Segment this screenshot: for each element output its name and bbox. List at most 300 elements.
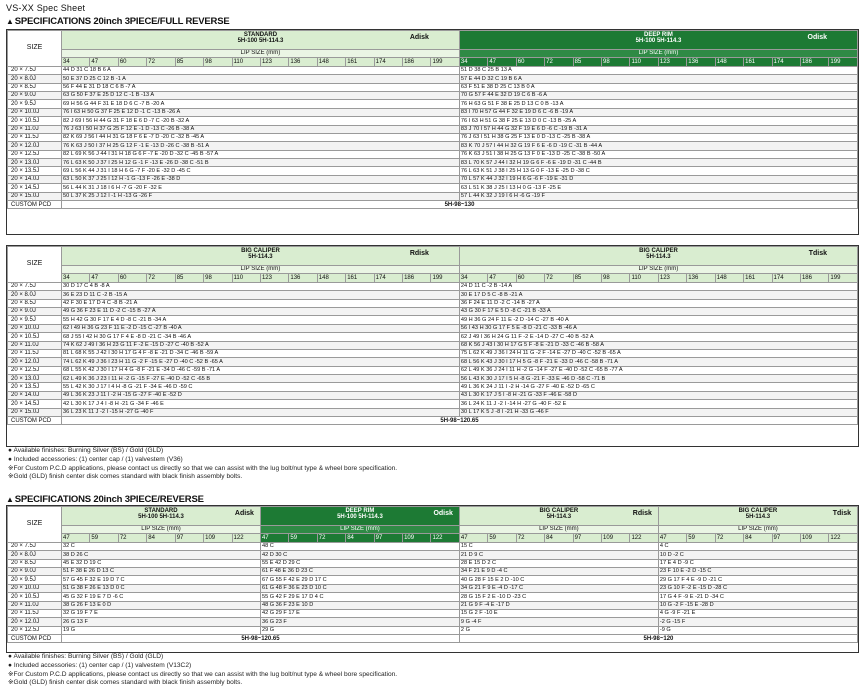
group-banner: [459, 247, 857, 266]
lip-size-value: 174: [374, 274, 402, 282]
lip-size-value: 123: [658, 274, 686, 282]
wheel-size: 20 × 14.0J: [8, 391, 62, 399]
wheel-size: 20 × 8.5J: [8, 299, 62, 307]
table-row: [8, 391, 858, 399]
note-custom-pcd: ※For Custom P.C.D applications, please contact us directly so that we can assist with the lug bolt/nut type & wheel bore specification.: [8, 464, 398, 472]
offset-values-right: 62 J 49 I 36 H 24 G 11 F -2 E -14 D -27 C -40 B -52 A: [459, 333, 857, 341]
offset-values-right: 30 L 17 K 5 J -8 I -21 H -33 G -46 F: [459, 408, 857, 416]
lip-size-value: 136: [289, 58, 317, 66]
wheel-size: 20 × 9.0J: [8, 307, 62, 315]
lip-size-value: 199: [431, 58, 459, 66]
lip-size-value: 98: [204, 58, 232, 66]
wheel-size: 20 × 9.5J: [8, 576, 62, 584]
lip-size-value: 72: [118, 534, 146, 542]
offset-values: 26 G 13 F: [62, 618, 261, 626]
triangle-icon: ▲: [6, 495, 14, 504]
lip-size-value: 72: [545, 274, 573, 282]
wheel-size: 20 × 10.0J: [8, 584, 62, 592]
offset-values-right: 76 H 63 G 51 F 38 E 25 D 13 C 0 B -13 A: [459, 100, 857, 108]
custom-pcd-row: [8, 417, 858, 425]
lip-size-value: 85: [175, 274, 203, 282]
lip-size-value: 109: [204, 534, 232, 542]
lip-size-value: 34: [459, 274, 487, 282]
wheel-size: 20 × 9.5J: [8, 316, 62, 324]
lip-size-value: 122: [829, 534, 858, 542]
lip-size-label: LIP SIZE (mm): [459, 526, 658, 534]
table-row: [8, 567, 858, 575]
disk-brand: Tdisk: [808, 250, 827, 257]
group-title: BIG CALIPER: [539, 508, 579, 514]
offset-values-left: 74 L 62 K 49 J 36 I 23 H 11 G -2 F -15 E -27 D -40 C -52 B -65 A: [62, 358, 460, 366]
lip-size-value: 110: [630, 58, 658, 66]
lip-size-value: 186: [800, 274, 828, 282]
offset-values-right: 83 K 70 J 57 I 44 H 32 G 19 F 6 E -6 D -19 C -31 B -44 A: [459, 142, 857, 150]
offset-values-right: 76 K 63 J 51 I 38 H 25 G 13 F 0 E -13 D -25 C -38 B -50 A: [459, 150, 857, 158]
lip-size-value: 148: [317, 274, 345, 282]
offset-values-right: 83 J 70 I 57 H 44 G 32 F 19 E 6 D -6 C -19 B -31 A: [459, 125, 857, 133]
lip-size-value: 123: [260, 58, 288, 66]
offset-values: 2 G: [459, 626, 658, 634]
offset-values: 4 G -9 F -21 E: [658, 609, 857, 617]
offset-values: 51 G 38 F 26 E 13 D 0 C: [62, 584, 261, 592]
offset-values-left: 55 H 42 G 30 F 17 E 4 D -8 C -21 B -34 A: [62, 316, 460, 324]
offset-values: 42 G 29 F 17 E: [260, 609, 459, 617]
table-row: [8, 375, 858, 383]
offset-values-right: 56 I 43 H 30 G 17 F 5 E -8 D -21 C -33 B -46 A: [459, 324, 857, 332]
group-banner: [62, 247, 460, 266]
lip-size-value: 98: [602, 58, 630, 66]
offset-values-left: 49 L 36 K 23 J 11 I -2 H -15 G -27 F -40 E -52 D: [62, 391, 460, 399]
offset-values: 15 C: [459, 542, 658, 550]
group-banner: [62, 507, 261, 526]
group-pcd: 5H-100 5H-114.3: [635, 38, 682, 45]
lip-size-value: 34: [459, 58, 487, 66]
group-pcd: 5H-114.3: [646, 254, 671, 261]
lip-size-value: 59: [488, 534, 516, 542]
table-row: [8, 324, 858, 332]
group-pcd: 5H-114.3: [248, 254, 273, 261]
table-row: [8, 291, 858, 299]
offset-values: 45 E 32 D 19 C: [62, 559, 261, 567]
offset-values-left: 68 J 55 I 42 H 30 G 17 F 4 E -8 D -21 C -34 B -46 A: [62, 333, 460, 341]
wheel-size: 20 × 11.5J: [8, 349, 62, 357]
offset-values: 45 G 32 F 19 E 7 D -6 C: [62, 593, 261, 601]
custom-pcd-label: CUSTOM PCD: [8, 635, 62, 643]
triangle-icon: ▲: [6, 17, 14, 26]
wheel-size: 20 × 10.0J: [8, 324, 62, 332]
wheel-size: 20 × 12.0J: [8, 142, 62, 150]
offset-values: 38 G 26 F 13 E 0 D: [62, 601, 261, 609]
wheel-size: 20 × 14.0J: [8, 175, 62, 183]
spec-table-big-caliper: [6, 245, 859, 447]
group-title: DEEP RIM: [644, 32, 673, 38]
table-row: [8, 366, 858, 374]
wheel-size: 20 × 10.5J: [8, 117, 62, 125]
offset-values: 55 G 42 F 29 E 17 D 4 C: [260, 593, 459, 601]
disk-brand: Odisk: [433, 510, 453, 517]
lip-size-value: 110: [232, 274, 260, 282]
lip-size-value: 122: [431, 534, 459, 542]
group-name: [62, 32, 459, 45]
offset-values-left: 49 G 36 F 23 E 11 D -2 C -15 B -27 A: [62, 307, 460, 315]
offset-values-right: 24 D 11 C -2 B -14 A: [459, 282, 857, 290]
lip-size-value: 85: [175, 58, 203, 66]
wheel-size: 20 × 8.0J: [8, 551, 62, 559]
offset-values-left: 76 L 63 K 50 J 37 I 25 H 12 G -1 F -13 E -26 D -38 C -51 B: [62, 159, 460, 167]
table-row: [8, 175, 858, 183]
offset-values-left: 69 H 56 G 44 F 31 E 18 D 6 C -7 B -20 A: [62, 100, 460, 108]
offset-values-left: 76 K 63 J 50 I 37 H 25 G 12 F -1 E -13 D -26 C -38 B -51 A: [62, 142, 460, 150]
note-accessories: ● Included accessories: (1) center cap / (1) valvestem (V36): [8, 455, 183, 463]
offset-values: 36 G 23 F: [260, 618, 459, 626]
offset-values: -9 G: [658, 626, 857, 634]
wheel-size: 20 × 10.0J: [8, 108, 62, 116]
spec-grid: [7, 246, 858, 425]
wheel-size: 20 × 8.0J: [8, 291, 62, 299]
table-row: [8, 133, 858, 141]
group-title: BIG CALIPER: [738, 508, 778, 514]
table-row: [8, 349, 858, 357]
lip-size-value: 199: [829, 58, 858, 66]
lip-size-label: LIP SIZE (mm): [658, 526, 857, 534]
section-title-text: SPECIFICATIONS 20inch 3PIECE/FULL REVERSE: [14, 16, 230, 27]
notes-section-1: [8, 447, 397, 482]
table-row: [8, 167, 858, 175]
wheel-size: 20 × 13.0J: [8, 159, 62, 167]
offset-values: 17 E 4 D -9 C: [658, 559, 857, 567]
lip-size-value: 110: [232, 58, 260, 66]
lip-size-value: 109: [800, 534, 828, 542]
offset-values: 17 G 4 F -9 E -21 D -34 C: [658, 593, 857, 601]
wheel-size: 20 × 9.0J: [8, 91, 62, 99]
lip-size-label: LIP SIZE (mm): [62, 526, 261, 534]
lip-size-value: 47: [90, 274, 118, 282]
offset-values: 48 C: [260, 542, 459, 550]
lip-size-value: 72: [147, 274, 175, 282]
table-row: [8, 559, 858, 567]
offset-values-right: 70 L 57 K 44 J 32 I 19 H 6 G -6 F -19 E -31 D: [459, 175, 857, 183]
offset-values-right: 76 L 63 K 51 J 38 I 25 H 13 G 0 F -13 E -25 D -38 C: [459, 167, 857, 175]
disk-brand: Odisk: [807, 34, 827, 41]
lip-size-value: 174: [772, 274, 800, 282]
offset-values: 28 G 15 F 2 E -10 D -23 C: [459, 593, 658, 601]
offset-values-left: 42 F 30 E 17 D 4 C -8 B -21 A: [62, 299, 460, 307]
table-row: [8, 91, 858, 99]
offset-values: 19 G: [62, 626, 261, 634]
offset-values-left: 82 J 69 I 56 H 44 G 31 F 18 E 6 D -7 C -20 B -32 A: [62, 117, 460, 125]
wheel-size: 20 × 13.5J: [8, 167, 62, 175]
custom-pcd-label: CUSTOM PCD: [8, 417, 62, 425]
wheel-size: 20 × 14.5J: [8, 400, 62, 408]
offset-values: 40 G 28 F 15 E 2 D -10 C: [459, 576, 658, 584]
offset-values-left: 36 E 23 D 11 C -2 B -15 A: [62, 291, 460, 299]
offset-values-left: 63 G 50 F 37 E 25 D 12 C -1 B -13 A: [62, 91, 460, 99]
spec-grid: [7, 506, 858, 643]
section-title-full-reverse: [6, 16, 229, 27]
offset-values-right: 43 L 30 K 17 J 5 I -8 H -21 G -33 F -46 E -58 D: [459, 391, 857, 399]
lip-size-label: LIP SIZE (mm): [459, 266, 857, 274]
lip-size-value: 199: [829, 274, 858, 282]
lip-size-value: 174: [374, 58, 402, 66]
offset-values-right: 56 L 43 K 30 J 17 I 5 H -8 G -21 F -33 E -46 D -58 C -71 B: [459, 375, 857, 383]
lip-size-value: 72: [715, 534, 743, 542]
wheel-size: 20 × 11.0J: [8, 341, 62, 349]
lip-size-value: 123: [658, 58, 686, 66]
table-row: [8, 159, 858, 167]
offset-values-left: 50 L 37 K 25 J 12 I -1 H -13 G -26 F: [62, 192, 460, 200]
lip-size-value: 110: [630, 274, 658, 282]
offset-values-left: 36 L 23 K 11 J -2 I -15 H -27 G -40 F: [62, 408, 460, 416]
lip-size-value: 84: [147, 534, 175, 542]
lip-size-value: 47: [488, 58, 516, 66]
offset-values-left: 30 D 17 C 4 B -8 A: [62, 282, 460, 290]
offset-values: 29 G 17 F 4 E -9 D -21 C: [658, 576, 857, 584]
table-row: [8, 593, 858, 601]
table-row: [8, 551, 858, 559]
offset-values-right: 43 G 30 F 17 E 5 D -8 C -21 B -33 A: [459, 307, 857, 315]
lip-size-label: LIP SIZE (mm): [459, 50, 857, 58]
wheel-size: 20 × 8.5J: [8, 559, 62, 567]
offset-values: 32 C: [62, 542, 261, 550]
lip-size-value: 148: [317, 58, 345, 66]
offset-values: 61 G 48 F 36 E 23 D 10 C: [260, 584, 459, 592]
lip-size-value: 122: [232, 534, 260, 542]
wheel-size: 20 × 7.5J: [8, 542, 62, 550]
offset-values-left: 44 D 31 C 18 B 6 A: [62, 66, 460, 74]
lip-size-value: 59: [289, 534, 317, 542]
note-custom-pcd: ※For Custom P.C.D applications, please contact us directly so that we can assist with the lug bolt/nut type & wheel bore specification.: [8, 670, 398, 678]
offset-values-right: 62 L 49 K 36 J 24 I 11 H -2 G -14 F -27 E -40 D -52 C -65 B -77 A: [459, 366, 857, 374]
offset-values-left: 50 E 37 D 25 C 12 B -1 A: [62, 75, 460, 83]
lip-size-value: 72: [516, 534, 544, 542]
section-title-text: SPECIFICATIONS 20inch 3PIECE/REVERSE: [14, 494, 204, 505]
wheel-size: 20 × 12.5J: [8, 150, 62, 158]
table-row: [8, 408, 858, 416]
table-row: [8, 125, 858, 133]
lip-size-value: 97: [374, 534, 402, 542]
offset-values: 10 G -2 F -15 E -28 D: [658, 601, 857, 609]
offset-values-left: 68 L 55 K 42 J 30 I 17 H 4 G -8 F -21 E -34 D -46 C -59 B -71 A: [62, 366, 460, 374]
offset-values: 9 G -4 F: [459, 618, 658, 626]
offset-values-left: 74 K 62 J 49 I 36 H 23 G 11 F -2 E -15 D -27 C -40 B -52 A: [62, 341, 460, 349]
group-banner: [62, 31, 460, 50]
disk-brand: Tdisk: [832, 510, 851, 517]
offset-values-left: 81 L 68 K 55 J 42 I 30 H 17 G 4 F -8 E -21 D -34 C -46 B -59 A: [62, 349, 460, 357]
offset-values-right: 76 J 63 I 51 H 38 G 25 F 13 E 0 D -13 C -25 B -38 A: [459, 133, 857, 141]
wheel-size: 20 × 11.5J: [8, 133, 62, 141]
wheel-size: 20 × 15.0J: [8, 408, 62, 416]
lip-size-value: 84: [545, 534, 573, 542]
wheel-size: 20 × 7.5J: [8, 282, 62, 290]
group-banner: [260, 507, 459, 526]
spec-table-standard-deep: [6, 29, 859, 235]
custom-pcd-value: 5H-98~130: [62, 201, 858, 209]
wheel-size: 20 × 8.0J: [8, 75, 62, 83]
lip-size-value: 122: [630, 534, 658, 542]
table-row: [8, 108, 858, 116]
lip-size-value: 136: [687, 58, 715, 66]
offset-values: 51 F 38 E 26 D 13 C: [62, 567, 261, 575]
table-row: [8, 358, 858, 366]
lip-size-value: 98: [204, 274, 232, 282]
custom-pcd-row: [8, 635, 858, 643]
table-row: [8, 75, 858, 83]
offset-values: 48 G 36 F 23 E 10 D: [260, 601, 459, 609]
lip-size-value: 161: [744, 58, 772, 66]
document-title: VS-XX Spec Sheet: [6, 3, 86, 13]
lip-size-value: 199: [431, 274, 459, 282]
table-row: [8, 117, 858, 125]
offset-values-right: 51 D 38 C 25 B 13 A: [459, 66, 857, 74]
group-banner: [459, 507, 658, 526]
note-accessories: ● Included accessories: (1) center cap / (1) valvestem (V13C2): [8, 661, 192, 669]
disk-brand: Adisk: [409, 34, 429, 41]
group-title: BIG CALIPER: [639, 248, 678, 254]
table-row: [8, 601, 858, 609]
offset-values: 32 G 19 F 7 E: [62, 609, 261, 617]
offset-values-left: 63 L 50 K 37 J 25 I 12 H -1 G -13 F -26 E -38 D: [62, 175, 460, 183]
lip-size-value: 148: [715, 274, 743, 282]
table-row: [8, 100, 858, 108]
offset-values-right: 57 E 44 D 32 C 19 B 6 A: [459, 75, 857, 83]
offset-values-right: 63 L 51 K 38 J 25 I 13 H 0 G -13 F -25 E: [459, 184, 857, 192]
notes-section-2: [8, 653, 397, 688]
offset-values: 61 F 48 E 36 D 23 C: [260, 567, 459, 575]
lip-size-value: 72: [545, 58, 573, 66]
group-banner: [658, 507, 857, 526]
lip-size-value: 186: [403, 58, 431, 66]
offset-values: 4 C: [658, 542, 857, 550]
custom-pcd-value: 5H-98~120.65: [62, 635, 460, 643]
table-row: [8, 400, 858, 408]
lip-size-value: 97: [573, 534, 601, 542]
lip-size-value: 148: [715, 58, 743, 66]
table-row: [8, 576, 858, 584]
wheel-size: 20 × 11.5J: [8, 609, 62, 617]
offset-values: 10 D -2 C: [658, 551, 857, 559]
wheel-size: 20 × 12.0J: [8, 358, 62, 366]
lip-size-value: 60: [118, 58, 146, 66]
size-header: SIZE: [8, 31, 62, 67]
table-row: [8, 333, 858, 341]
wheel-size: 20 × 10.5J: [8, 333, 62, 341]
wheel-size: 20 × 9.5J: [8, 100, 62, 108]
lip-size-value: 85: [573, 58, 601, 66]
lip-size-value: 97: [175, 534, 203, 542]
disk-brand: Adisk: [234, 510, 254, 517]
lip-size-value: 72: [147, 58, 175, 66]
wheel-size: 20 × 11.0J: [8, 125, 62, 133]
offset-values-left: 82 K 69 J 56 I 44 H 31 G 18 F 6 E -7 D -20 C -32 B -45 A: [62, 133, 460, 141]
lip-size-value: 47: [488, 274, 516, 282]
lip-size-value: 97: [772, 534, 800, 542]
offset-values: 23 F 10 E -2 D -15 C: [658, 567, 857, 575]
offset-values: 57 G 45 F 32 E 19 D 7 C: [62, 576, 261, 584]
group-name: [62, 248, 459, 261]
lip-size-value: 123: [260, 274, 288, 282]
lip-size-value: 84: [346, 534, 374, 542]
table-row: [8, 150, 858, 158]
wheel-size: 20 × 11.0J: [8, 601, 62, 609]
offset-values-right: 75 L 62 K 49 J 36 I 24 H 11 G -2 F -14 E -27 D -40 C -52 B -65 A: [459, 349, 857, 357]
custom-pcd-value: 5H-98~120.65: [62, 417, 858, 425]
group-pcd: 5H-114.3: [546, 514, 572, 521]
lip-size-value: 161: [346, 274, 374, 282]
wheel-size: 20 × 8.5J: [8, 83, 62, 91]
table-row: [8, 383, 858, 391]
offset-values-right: 36 L 24 K 11 J -2 I -14 H -27 G -40 F -52 E: [459, 400, 857, 408]
offset-values: 28 E 15 D 2 C: [459, 559, 658, 567]
size-header: SIZE: [8, 507, 62, 543]
offset-values-left: 82 L 69 K 56 J 44 I 31 H 18 G 6 F -7 E -20 D -32 C -45 B -57 A: [62, 150, 460, 158]
lip-size-value: 174: [772, 58, 800, 66]
offset-values-right: 36 F 24 E 11 D -2 C -14 B -27 A: [459, 299, 857, 307]
note-finishes: ● Available finishes: Burning Silver (BS) / Gold (GLD): [8, 653, 164, 660]
lip-size-value: 47: [658, 534, 686, 542]
lip-size-value: 84: [744, 534, 772, 542]
offset-values: -2 G -15 F: [658, 618, 857, 626]
note-gold-finish: ※Gold (GLD) finish center disk comes standard with black finish assembly bolts.: [8, 679, 243, 687]
offset-values-right: 83 I 70 H 57 G 44 F 32 E 19 D 6 C -6 B -19 A: [459, 108, 857, 116]
lip-size-label: LIP SIZE (mm): [62, 50, 460, 58]
offset-values-left: 62 L 49 K 36 J 23 I 11 H -2 G -15 F -27 E -40 D -52 C -65 B: [62, 375, 460, 383]
section-title-reverse: [6, 494, 204, 505]
lip-size-value: 186: [403, 274, 431, 282]
offset-values: 34 G 21 F 9 E -4 D -17 C: [459, 584, 658, 592]
lip-size-value: 109: [403, 534, 431, 542]
offset-values-left: 76 I 63 H 50 G 37 F 25 E 12 D -1 C -13 B -26 A: [62, 108, 460, 116]
offset-values-left: 69 L 56 K 44 J 31 I 18 H 6 G -7 F -20 E -32 D -45 C: [62, 167, 460, 175]
table-row: [8, 192, 858, 200]
group-name: [261, 508, 459, 521]
lip-size-value: 34: [62, 58, 90, 66]
wheel-size: 20 × 12.5J: [8, 626, 62, 634]
table-row: [8, 66, 858, 74]
group-name: [460, 32, 857, 45]
lip-size-value: 109: [602, 534, 630, 542]
spec-grid: [7, 30, 858, 209]
offset-values-right: 30 E 17 D 5 C -8 B -21 A: [459, 291, 857, 299]
offset-values: 42 D 30 C: [260, 551, 459, 559]
group-name: [62, 508, 260, 521]
note-finishes: ● Available finishes: Burning Silver (BS) / Gold (GLD): [8, 447, 164, 454]
note-gold-finish: ※Gold (GLD) finish center disk comes standard with black finish assembly bolts.: [8, 473, 243, 481]
lip-size-label: LIP SIZE (mm): [260, 526, 459, 534]
lip-size-label: LIP SIZE (mm): [62, 266, 460, 274]
lip-size-value: 85: [573, 274, 601, 282]
lip-size-value: 136: [687, 274, 715, 282]
wheel-size: 20 × 13.5J: [8, 383, 62, 391]
group-name: [460, 508, 658, 521]
wheel-size: 20 × 9.0J: [8, 567, 62, 575]
lip-size-value: 60: [516, 274, 544, 282]
offset-values: 34 F 21 E 9 D -4 C: [459, 567, 658, 575]
lip-size-value: 161: [744, 274, 772, 282]
group-title: STANDARD: [144, 508, 178, 514]
table-row: [8, 307, 858, 315]
group-name: [659, 508, 857, 521]
group-pcd: 5H-114.3: [745, 514, 771, 521]
lip-size-value: 34: [62, 274, 90, 282]
table-row: [8, 184, 858, 192]
lip-size-value: 98: [602, 274, 630, 282]
offset-values-left: 55 L 42 K 30 J 17 I 4 H -8 G -21 F -34 E -46 D -59 C: [62, 383, 460, 391]
offset-values: 29 G: [260, 626, 459, 634]
offset-values-right: 76 I 63 H 51 G 38 F 25 E 13 D 0 C -13 B -25 A: [459, 117, 857, 125]
offset-values: 21 D 9 C: [459, 551, 658, 559]
custom-pcd-row: [8, 201, 858, 209]
lip-size-value: 161: [346, 58, 374, 66]
